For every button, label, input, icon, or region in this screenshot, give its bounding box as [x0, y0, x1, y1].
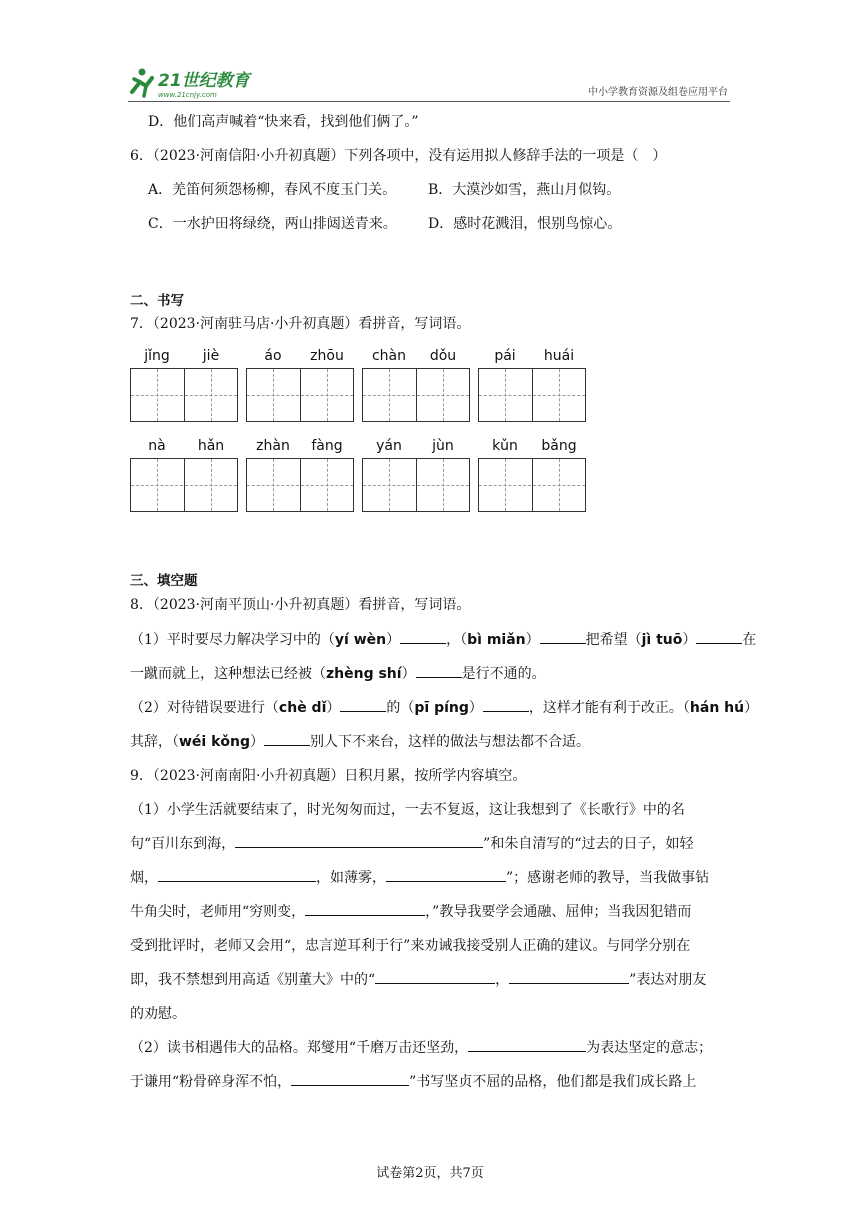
q6-option-c: C．一水护田将绿绕，两山排闼送青来。 — [148, 216, 397, 232]
answer-blank[interactable] — [696, 630, 742, 644]
logo-url: www.21cnjy.com — [158, 91, 217, 99]
q8-part2-line2: 其辞，（wéi kǒng） 别人下不来台，这样的做法与想法都不合适。 — [130, 734, 591, 750]
pinyin-label: fàng — [311, 438, 343, 454]
pinyin-label: zhōu — [310, 348, 344, 364]
pinyin-label: chàn — [371, 348, 407, 364]
page-header — [128, 66, 730, 102]
pinyin-label: huái — [543, 348, 575, 364]
answer-blank[interactable] — [235, 834, 483, 848]
logo — [128, 66, 268, 100]
section-writing-title: 二、书写 — [130, 293, 184, 309]
q5-option-d: D．他们高声喊着“快来看，找到他们俩了。” — [148, 114, 419, 130]
writing-box[interactable] — [478, 458, 586, 512]
pinyin-label: áo — [264, 348, 282, 364]
answer-blank[interactable] — [416, 664, 462, 678]
writing-box[interactable] — [246, 458, 354, 512]
q7-stem: 7．（2023·河南驻马店·小升初真题）看拼音，写词语。 — [130, 316, 471, 332]
answer-blank[interactable] — [340, 698, 386, 712]
writing-box[interactable] — [130, 458, 238, 512]
answer-blank[interactable] — [291, 1072, 409, 1086]
q9-part2-line2: 于谦用“粉骨碎身浑不怕， ”书写坚贞不屈的品格，他们都是我们成长路上 — [130, 1074, 697, 1090]
logo-text: 21世纪教育 — [158, 71, 250, 91]
q8-stem: 8．（2023·河南平顶山·小升初真题）看拼音，写词语。 — [130, 597, 471, 613]
pinyin-label: dǒu — [429, 348, 457, 364]
page-footer: 试卷第2页，共7页 — [376, 1166, 484, 1181]
pinyin-label: pái — [494, 348, 516, 364]
q9-part1-line6: 即，我不禁想到用高适《别董大》中的“ ， ”表达对朋友 — [130, 972, 707, 988]
q6-option-b: B．大漠沙如雪，燕山月似钩。 — [428, 182, 621, 198]
q9-part2-line1: （2）读书相遇伟大的品格。郑燮用“千磨万击还坚劲， 为表达坚定的意志； — [130, 1040, 713, 1056]
pinyin-label: jùn — [432, 438, 454, 454]
answer-blank[interactable] — [400, 630, 446, 644]
answer-blank[interactable] — [540, 630, 586, 644]
platform-name: 中小学教育资源及组卷应用平台 — [588, 87, 728, 98]
answer-blank[interactable] — [158, 868, 316, 882]
writing-box[interactable] — [130, 368, 238, 422]
pinyin-label: bǎng — [541, 438, 577, 454]
pinyin-label: nà — [148, 438, 166, 454]
pinyin-label: kǔn — [492, 438, 518, 454]
answer-blank[interactable] — [375, 970, 495, 984]
answer-blank[interactable] — [468, 1038, 586, 1052]
q8-part1-line1: （1）平时要尽力解决学习中的（yí wèn） ，（bì miǎn） 把希望（jì tuō） 在 — [130, 632, 757, 648]
pinyin-label: zhàn — [256, 438, 290, 454]
pinyin-label: jiè — [202, 348, 220, 364]
q6-option-a: A．羌笛何须怨杨柳，春风不度玉门关。 — [148, 182, 397, 198]
answer-blank[interactable] — [386, 868, 506, 882]
q9-part1-line7: 的劝慰。 — [130, 1006, 186, 1022]
q9-part1-line5: 受到批评时，老师又会用“，忠言逆耳利于行”来劝诫我接受别人正确的建议。与同学分别在 — [130, 938, 691, 954]
section-fill-title: 三、填空题 — [130, 573, 198, 589]
q9-part1-line3: 烟， ，如薄雾， ”；感谢老师的教导，当我做事钻 — [130, 870, 710, 886]
q8-part2-line1: （2）对待错误要进行（chè dǐ） 的（pī píng） ，这样才能有利于改正。（hán hú） — [130, 700, 759, 716]
q9-part1-line1: （1）小学生活就要结束了，时光匆匆而过，一去不复返，这让我想到了《长歌行》中的名 — [130, 802, 685, 818]
answer-blank[interactable] — [305, 902, 425, 916]
pinyin-label: jǐng — [144, 348, 170, 364]
writing-box[interactable] — [362, 458, 470, 512]
writing-box[interactable] — [478, 368, 586, 422]
writing-box[interactable] — [246, 368, 354, 422]
q8-part1-line2: 一蹴而就上，这种想法已经被（zhèng shí） 是行不通的。 — [130, 666, 546, 682]
pinyin-label: hǎn — [197, 438, 225, 454]
writing-box[interactable] — [362, 368, 470, 422]
q9-part1-line2: 句“百川东到海， ”和朱自清写的“过去的日子，如轻 — [130, 836, 694, 852]
logo-runner-icon — [128, 66, 268, 100]
answer-blank[interactable] — [509, 970, 629, 984]
q6-option-d: D．感时花溅泪，恨别鸟惊心。 — [428, 216, 622, 232]
pinyin-label: yán — [376, 438, 402, 454]
answer-blank[interactable] — [483, 698, 529, 712]
answer-blank[interactable] — [264, 732, 310, 746]
q9-stem: 9．（2023·河南南阳·小升初真题）日积月累，按所学内容填空。 — [130, 768, 527, 784]
q6-stem: 6．（2023·河南信阳·小升初真题）下列各项中，没有运用拟人修辞手法的一项是（ ） — [130, 148, 667, 164]
q9-part1-line4: 牛角尖时，老师用“穷则变， ，”教导我要学会通融、屈伸；当我因犯错而 — [130, 904, 692, 920]
